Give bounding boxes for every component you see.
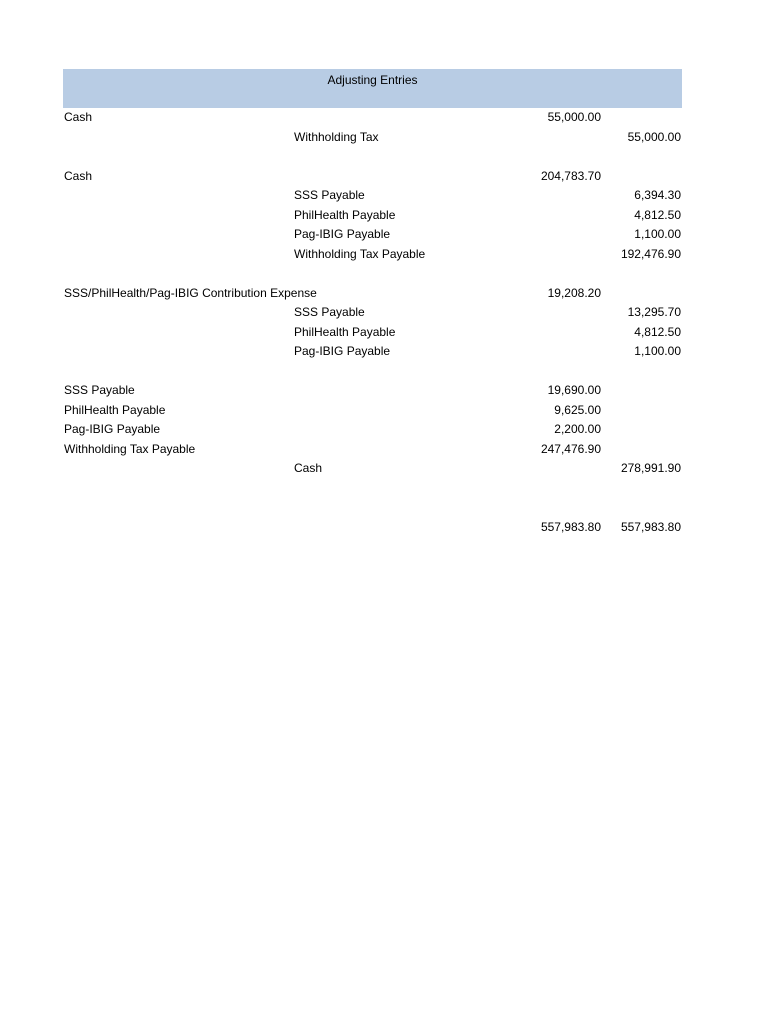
credit-amount: 1,100.00 [634,344,681,358]
journal-row [63,206,682,226]
journal-row [63,342,682,362]
credit-account: Pag-IBIG Payable [294,344,391,358]
debit-amount: 9,625.00 [554,402,601,417]
debit-amount: 2,200.00 [554,422,601,436]
debit-account: Cash [64,110,93,124]
credit-account: Pag-IBIG Payable [294,227,391,241]
totals-row [63,518,682,538]
credit-account: Withholding Tax [294,129,379,144]
blank-row [63,147,682,167]
credit-amount: 192,476.90 [620,246,681,261]
blank-row [63,362,682,382]
credit-amount: 1,100.00 [634,227,681,241]
debit-account: SSS Payable [64,383,135,397]
debit-amount: 19,690.00 [547,383,601,397]
debit-amount: 247,476.90 [540,441,601,456]
debit-account: PhilHealth Payable [64,402,166,417]
debit-amount: 204,783.70 [540,168,601,183]
entries-body [63,108,682,537]
total-credit: 557,983.80 [620,519,681,534]
journal-row [63,401,682,421]
blank-row [63,264,682,284]
credit-account: SSS Payable [294,188,365,202]
credit-amount: 4,812.50 [634,207,681,222]
sheet-title: Adjusting Entries [63,69,682,108]
credit-amount: 55,000.00 [627,129,681,144]
credit-account: PhilHealth Payable [294,207,396,222]
journal-row [63,303,682,323]
journal-row [63,167,682,187]
journal-row [63,420,682,440]
journal-row [63,186,682,206]
credit-amount: 278,991.90 [620,461,681,475]
journal-row [63,459,682,479]
credit-amount: 4,812.50 [634,324,681,339]
blank-row [63,479,682,499]
journal-row [63,128,682,148]
journal-row [63,108,682,128]
credit-amount: 6,394.30 [634,188,681,202]
debit-account: Pag-IBIG Payable [64,422,161,436]
total-debit: 557,983.80 [540,519,601,534]
credit-account: Withholding Tax Payable [294,246,426,261]
journal-row [63,440,682,460]
credit-account: SSS Payable [294,305,365,319]
credit-amount: 13,295.70 [627,305,681,319]
blank-row [63,498,682,518]
journal-row [63,245,682,265]
debit-account: Withholding Tax Payable [64,441,196,456]
journal-row [63,381,682,401]
journal-sheet [63,69,682,537]
journal-row [63,323,682,343]
debit-account: Cash [64,168,93,183]
debit-account: SSS/PhilHealth/Pag-IBIG Contribution Expense [64,285,317,300]
debit-amount: 55,000.00 [547,110,601,124]
debit-amount: 19,208.20 [547,285,601,300]
credit-account: Cash [294,461,323,475]
journal-row [63,225,682,245]
journal-row [63,284,682,304]
credit-account: PhilHealth Payable [294,324,396,339]
